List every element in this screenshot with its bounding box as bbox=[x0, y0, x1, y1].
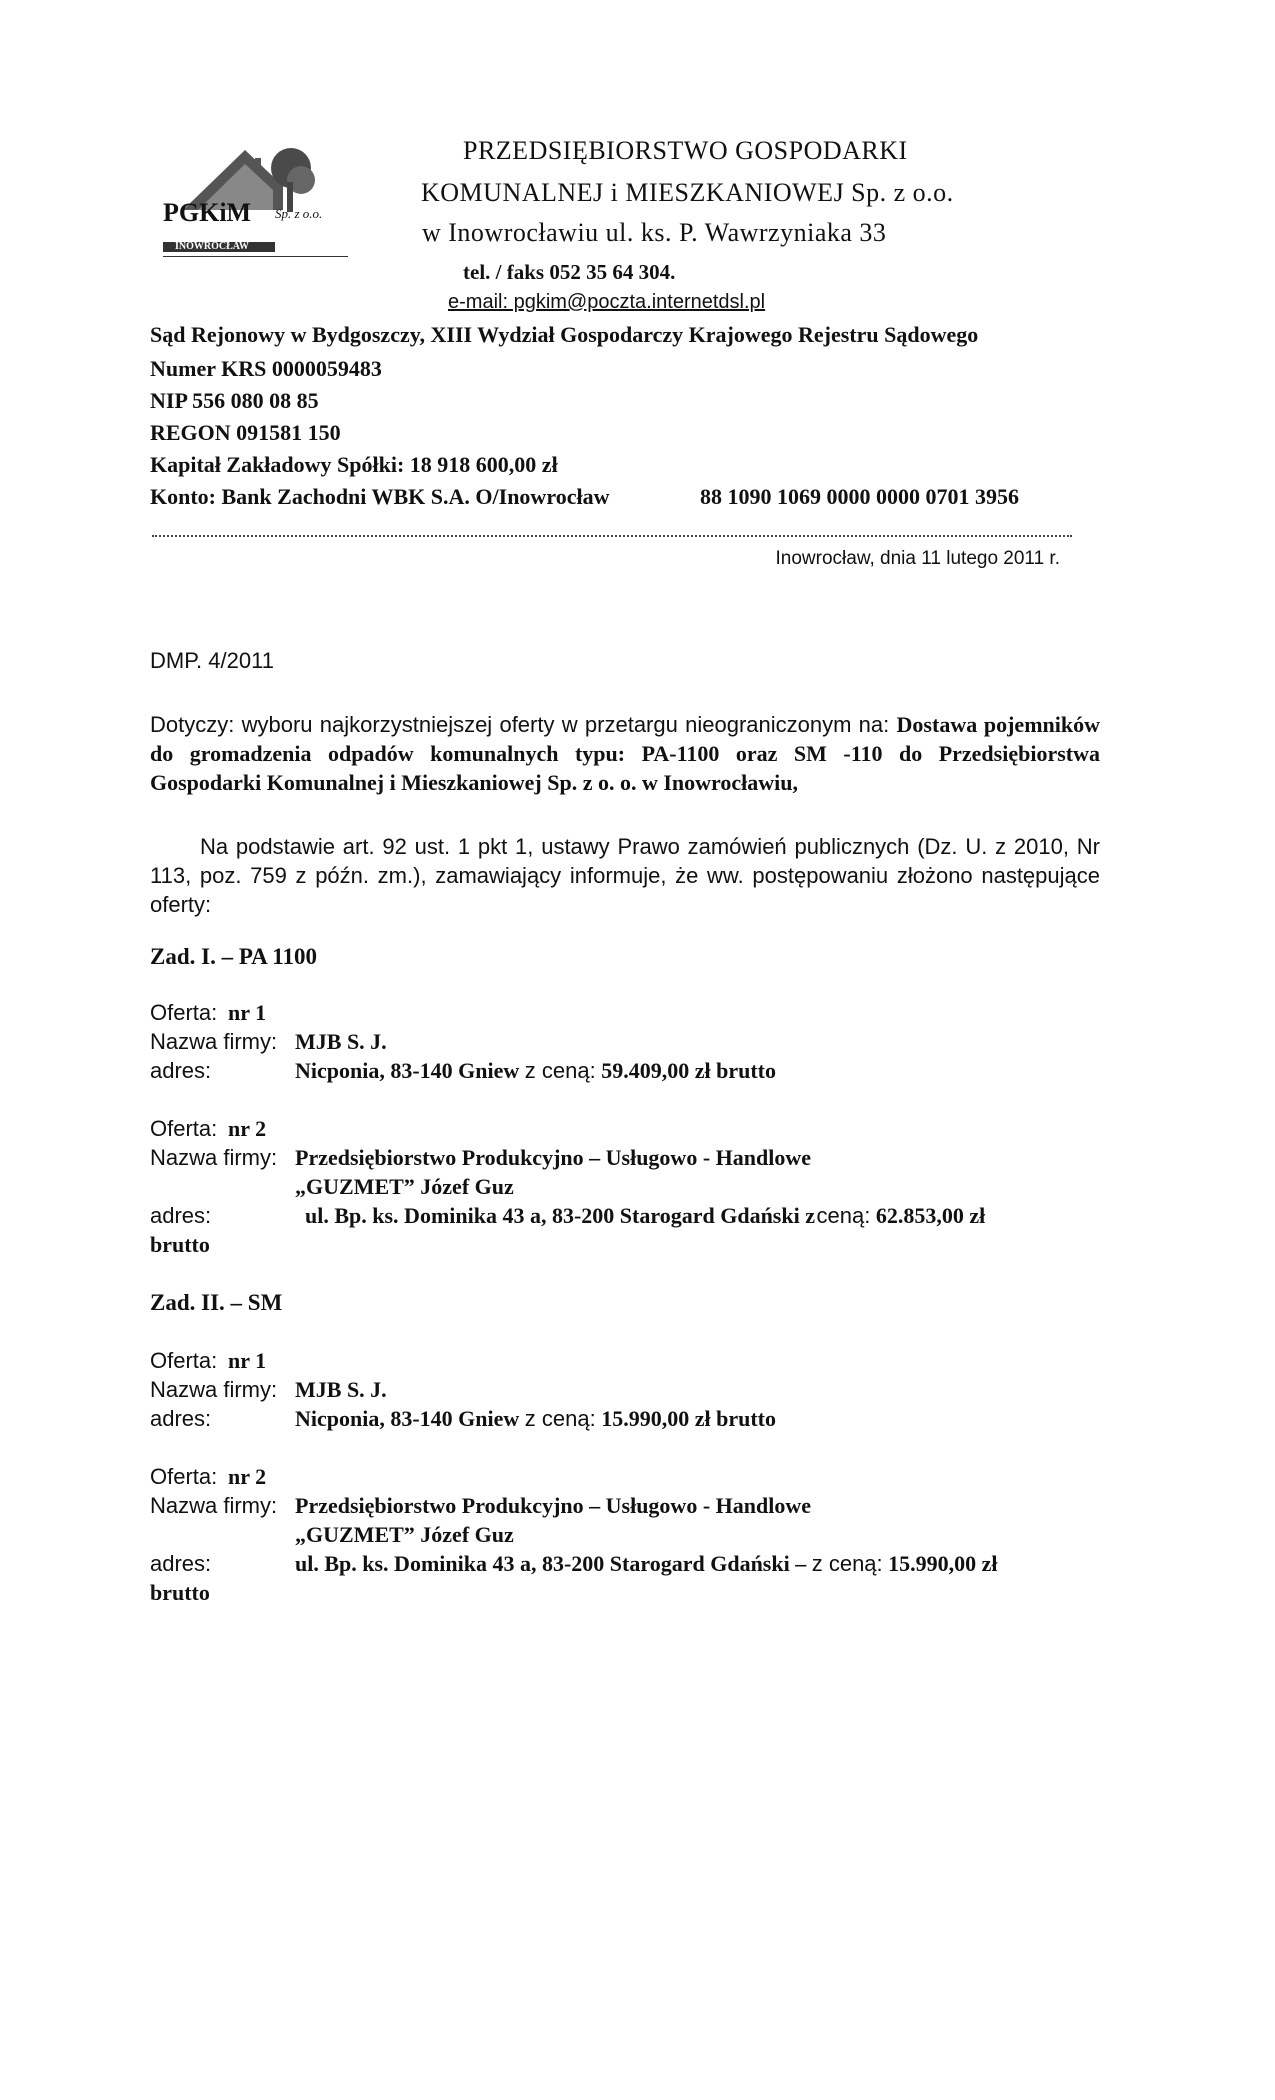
offer-number: nr 1 bbox=[228, 1000, 267, 1025]
firm-name: Przedsiębiorstwo Produkcyjno – Usługowo - Handlowe bbox=[295, 1145, 811, 1170]
firm-name: MJB S. J. bbox=[295, 1029, 387, 1054]
bank-account-label: Konto: Bank Zachodni WBK S.A. O/Inowrocław bbox=[150, 484, 610, 509]
header-line-3: w Inowrocławiu ul. ks. P. Wawrzyniaka 33 bbox=[422, 218, 887, 247]
subject-paragraph bbox=[150, 710, 1100, 797]
firm-name: MJB S. J. bbox=[295, 1377, 387, 1402]
firm-label: Nazwa firmy: bbox=[150, 1377, 278, 1402]
offer-number: nr 2 bbox=[228, 1464, 267, 1489]
nip-number: NIP 556 080 08 85 bbox=[150, 388, 319, 413]
logo-subtext: INOWROCŁAW bbox=[175, 241, 249, 252]
firm-label: Nazwa firmy: bbox=[150, 1029, 278, 1054]
firm-name: Przedsiębiorstwo Produkcyjno – Usługowo - Handlowe bbox=[295, 1493, 811, 1518]
address-label: adres: bbox=[150, 1551, 212, 1576]
company-logo bbox=[163, 138, 353, 258]
firm-label: Nazwa firmy: bbox=[150, 1145, 278, 1170]
logo-text: PGKiM bbox=[163, 198, 252, 227]
header-line-1: PRZEDSIĘBIORSTWO GOSPODARKI bbox=[463, 136, 908, 165]
price-prefix: z ceną: bbox=[811, 1551, 883, 1576]
price-prefix: z ceną: bbox=[524, 1406, 596, 1431]
price-value: 15.990,00 zł brutto bbox=[601, 1406, 776, 1431]
krs-number: Numer KRS 0000059483 bbox=[150, 356, 382, 381]
address-price-line bbox=[295, 1058, 776, 1084]
address-label: adres: bbox=[150, 1058, 212, 1083]
firm-name-line-2: „GUZMET” Józef Guz bbox=[295, 1522, 514, 1547]
price-prefix: z ceną: bbox=[524, 1058, 596, 1083]
bank-account-number: 88 1090 1069 0000 0000 0701 3956 bbox=[700, 484, 1019, 509]
address-value: ul. Bp. ks. Dominika 43 a, 83-200 Starogard Gdański bbox=[305, 1203, 800, 1228]
document-date: Inowrocław, dnia 11 lutego 2011 r. bbox=[775, 548, 1060, 569]
share-capital: Kapitał Zakładowy Spółki: 18 918 600,00 zł bbox=[150, 452, 558, 477]
regon-number: REGON 091581 150 bbox=[150, 420, 341, 445]
logo-underline bbox=[163, 256, 348, 257]
intro-paragraph: Na podstawie art. 92 ust. 1 pkt 1, ustawy Prawo zamówień publicznych (Dz. U. z 2010, Nr 113, poz. 759 z późn. zm.), zamawiający informuje, że ww. postępowaniu złożono następujące oferty: bbox=[150, 834, 1100, 917]
offer-number: nr 2 bbox=[228, 1116, 267, 1141]
price-value: 59.409,00 zł brutto bbox=[601, 1058, 776, 1083]
subject-title: Dostawa pojemników do gromadzenia odpadów komunalnych typu: PA-1100 oraz SM -110 do Przedsiębiorstwa Gospodarki Komunalnej i Mieszkaniowej Sp. z o. o. w Inowrocławiu, bbox=[150, 712, 1100, 795]
address-price-line bbox=[295, 1551, 998, 1577]
price-continuation: brutto bbox=[150, 1580, 210, 1605]
document-reference: DMP. 4/2011 bbox=[150, 648, 274, 673]
header-email: e-mail: pgkim@poczta.internetdsl.pl bbox=[448, 291, 766, 313]
subject-prefix: Dotyczy: wyboru najkorzystniejszej oferty w przetargu nieograniczonym na: bbox=[150, 712, 890, 737]
section-2-title: Zad. II. – SM bbox=[150, 1290, 283, 1315]
offer-label: Oferta: bbox=[150, 1464, 218, 1489]
offer-label: Oferta: bbox=[150, 1000, 218, 1025]
offer-label: Oferta: bbox=[150, 1116, 218, 1141]
court-info: Sąd Rejonowy w Bydgoszczy, XIII Wydział Gospodarczy Krajowego Rejestru Sądowego bbox=[150, 322, 979, 347]
address-value: ul. Bp. ks. Dominika 43 a, 83-200 Starogard Gdański – bbox=[295, 1551, 807, 1576]
firm-label: Nazwa firmy: bbox=[150, 1493, 278, 1518]
offer-number: nr 1 bbox=[228, 1348, 267, 1373]
header-divider bbox=[152, 535, 1072, 537]
logo-suffix: Sp. z o.o. bbox=[275, 206, 323, 221]
header-line-2: KOMUNALNEJ i MIESZKANIOWEJ Sp. z o.o. bbox=[421, 178, 954, 207]
offer-label: Oferta: bbox=[150, 1348, 218, 1373]
address-value: Nicponia, 83-140 Gniew bbox=[295, 1406, 520, 1431]
firm-name-line-2: „GUZMET” Józef Guz bbox=[295, 1174, 514, 1199]
price-continuation: brutto bbox=[150, 1232, 210, 1257]
header-phone: tel. / faks 052 35 64 304. bbox=[463, 260, 676, 284]
section-1-title: Zad. I. – PA 1100 bbox=[150, 944, 317, 969]
address-price-line: ul. Bp. ks. Dominika 43 a, 83-200 Starogard Gdański z ceną: 62.853,00 zł bbox=[305, 1203, 986, 1228]
address-price-line bbox=[295, 1406, 776, 1432]
price-value: 62.853,00 zł bbox=[875, 1203, 986, 1228]
address-label: adres: bbox=[150, 1406, 212, 1431]
address-label: adres: bbox=[150, 1203, 212, 1228]
address-value: Nicponia, 83-140 Gniew bbox=[295, 1058, 520, 1083]
price-value: 15.990,00 zł bbox=[888, 1551, 998, 1576]
